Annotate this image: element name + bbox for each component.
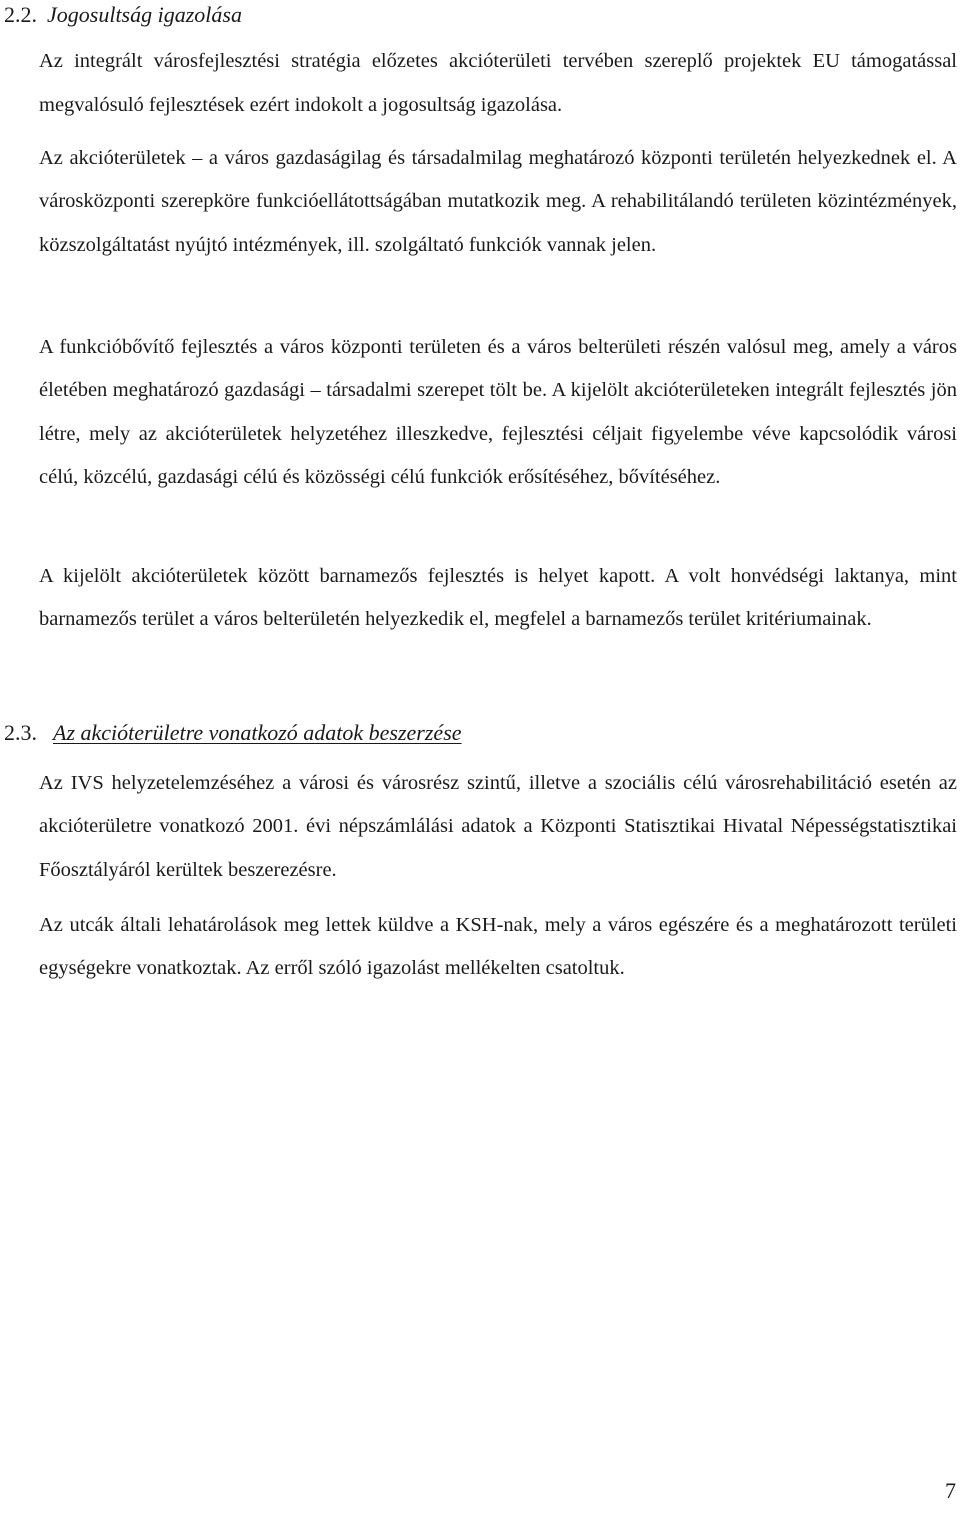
paragraph: Az IVS helyzetelemzéséhez a városi és városrész szintű, illetve a szociális célú városrehabilitáció esetén az akcióterületre vonatkozó 2001. évi népszámlálási adatok a Központi Statisztikai Hivatal Népességstatisztikai Főosztályáról kerültek beszerezésre. bbox=[39, 772, 957, 881]
section-heading-2-3 bbox=[4, 720, 462, 746]
paragraph: A kijelölt akcióterületek között barnamezős fejlesztés is helyet kapott. A volt honvédségi laktanya, mint barnamezős terület a város belterületén helyezkedik el, megfelel a barnamezős terület kritériumainak. bbox=[39, 565, 957, 631]
paragraph: Az akcióterületek – a város gazdaságilag és társadalmilag meghatározó központi területén helyezkednek el. A városközponti szerepköre funkcióellátottságában mutatkozik meg. A rehabilitálandó területen közintézmények, közszolgáltatást nyújtó intézmények, ill. szolgáltató funkciók vannak jelen. bbox=[39, 147, 957, 256]
page-number: 7 bbox=[945, 1478, 956, 1503]
section-title: Az akcióterületre vonatkozó adatok beszerzése bbox=[53, 720, 462, 745]
section-number: 2.2. bbox=[4, 2, 37, 27]
section-heading-2-2 bbox=[4, 2, 242, 28]
paragraph: Az integrált városfejlesztési stratégia előzetes akcióterületi tervében szereplő projektek EU támogatással megvalósuló fejlesztések ezért indokolt a jogosultság igazolása. bbox=[39, 50, 957, 116]
section-number: 2.3. bbox=[4, 720, 37, 745]
paragraph: Az utcák általi lehatárolások meg lettek küldve a KSH-nak, mely a város egészére és a meghatározott területi egységekre vonatkoztak. Az erről szóló igazolást mellékelten csatoltuk. bbox=[39, 914, 957, 980]
paragraph: A funkcióbővítő fejlesztés a város központi területen és a város belterületi részén valósul meg, amely a város életében meghatározó gazdasági – társadalmi szerepet tölt be. A kijelölt akcióterületeken integrált fejlesztés jön létre, mely az akcióterületek helyzetéhez illeszkedve, fejlesztési céljait figyelembe véve kapcsolódik városi célú, közcélú, gazdasági célú és közösségi célú funkciók erősítéséhez, bővítéséhez. bbox=[39, 336, 957, 489]
section-title: Jogosultság igazolása bbox=[47, 2, 242, 27]
